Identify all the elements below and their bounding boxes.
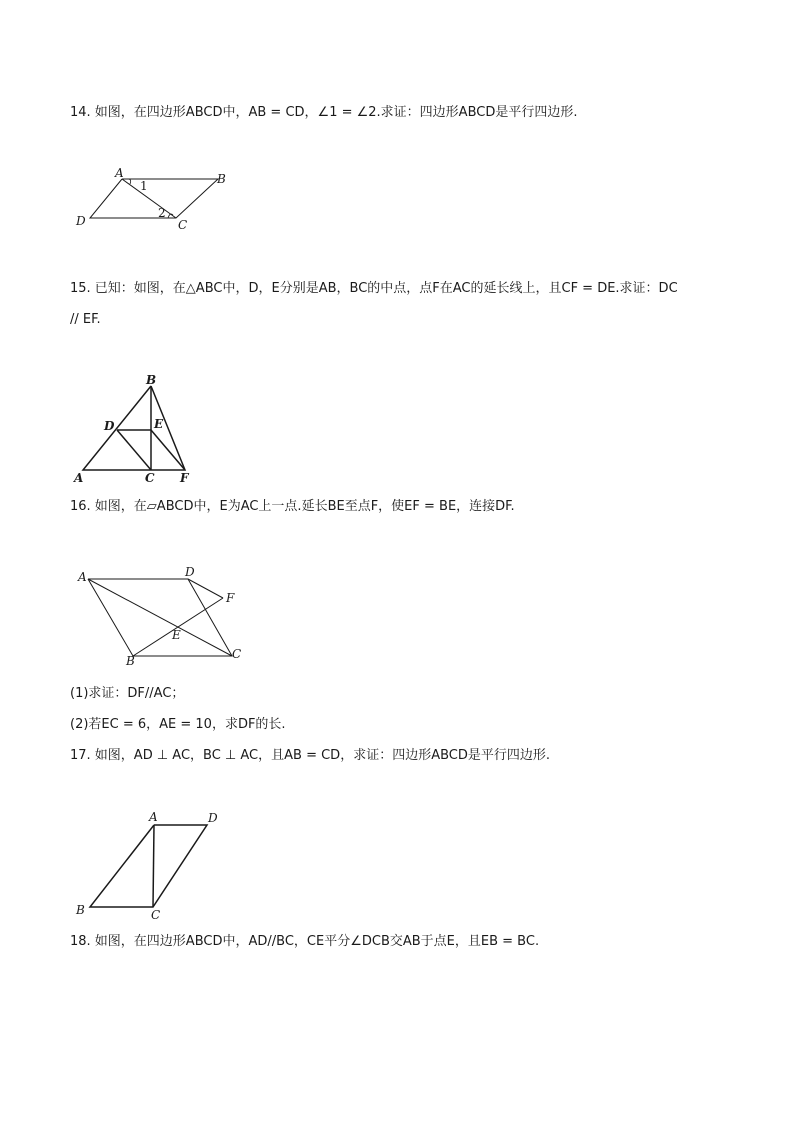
- p16-label-B: B: [126, 654, 135, 668]
- p14-label-D: D: [76, 214, 86, 228]
- p15-label-F: F: [180, 471, 189, 485]
- p15-label-C: C: [145, 471, 155, 485]
- problem-15-line-2: // EF.: [70, 312, 101, 327]
- problem-15-line-1: 15. 已知：如图，在△ABC中，D，E分别是AB，BC的中点，点F在AC的延长线上，且CF = DE.求证：DC: [70, 281, 678, 296]
- problem-15-figure: [70, 370, 200, 490]
- p16-label-A: A: [78, 570, 87, 584]
- p14-label-B: B: [217, 172, 226, 186]
- problem-16-figure: [70, 565, 250, 670]
- problem-14-figure: [70, 165, 230, 237]
- problem-16-sub-1: (1)求证：DF//AC；: [70, 686, 185, 701]
- p16-label-F: F: [226, 591, 235, 605]
- problem-14-text: 14. 如图，在四边形ABCD中，AB = CD，∠1 = ∠2.求证：四边形ABCD是平行四边形.: [70, 105, 578, 120]
- p16-label-C: C: [232, 647, 242, 661]
- problem-17-text: 17. 如图，AD ⊥ AC，BC ⊥ AC，且AB = CD，求证：四边形ABCD是平行四边形.: [70, 748, 550, 763]
- problem-16-text: 16. 如图，在▱ABCD中，E为AC上一点.延长BE至点F，使EF = BE，连接DF.: [70, 499, 515, 514]
- p14-angle-2: 2: [158, 206, 166, 220]
- p14-label-A: A: [115, 166, 124, 180]
- problem-18-text: 18. 如图，在四边形ABCD中，AD//BC，CE平分∠DCB交AB于点E，且EB = BC.: [70, 934, 540, 949]
- p15-label-E: E: [154, 417, 164, 431]
- p17-label-D: D: [208, 811, 218, 825]
- problem-17-figure: [70, 805, 230, 925]
- p14-angle-1: 1: [140, 179, 148, 193]
- problem-16-sub-2: (2)若EC = 6，AE = 10，求DF的长.: [70, 717, 286, 732]
- p15-label-B: B: [146, 373, 157, 387]
- p17-label-C: C: [151, 908, 161, 922]
- p17-label-A: A: [149, 810, 158, 824]
- p16-label-D: D: [185, 565, 195, 579]
- p15-label-D: D: [104, 419, 115, 433]
- p15-label-A: A: [74, 471, 84, 485]
- p17-label-B: B: [76, 903, 85, 917]
- p14-label-C: C: [178, 218, 188, 232]
- p16-label-E: E: [172, 628, 181, 642]
